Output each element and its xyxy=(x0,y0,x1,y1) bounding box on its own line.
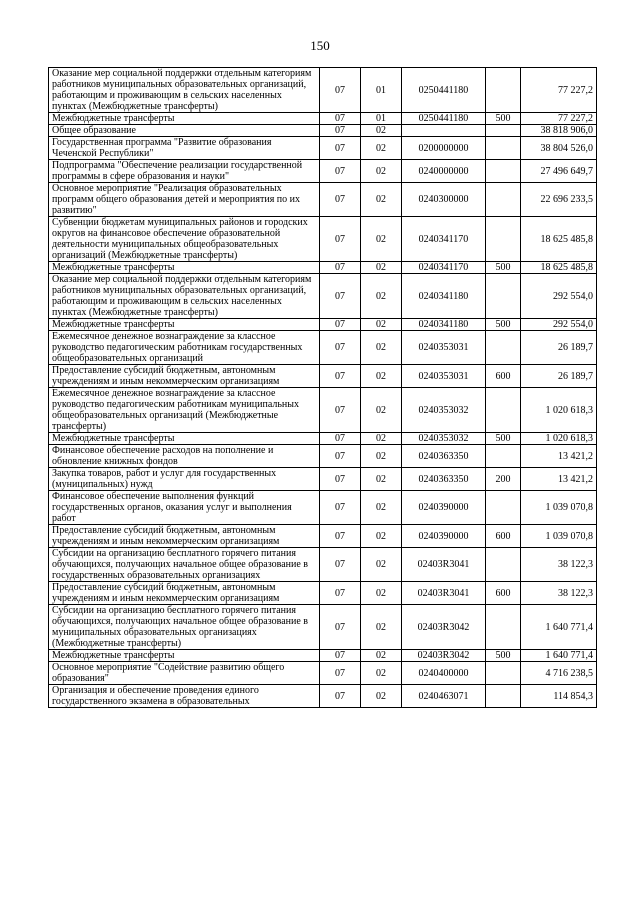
table-row xyxy=(49,113,597,125)
expense-type-code xyxy=(486,217,521,262)
section-code: 07 xyxy=(320,319,361,331)
row-name: Подпрограмма "Обеспечение реализации государственной программы в сфере образования и науки" xyxy=(49,160,320,183)
table-row xyxy=(49,433,597,445)
subsection-code: 02 xyxy=(361,582,402,605)
section-code: 07 xyxy=(320,491,361,525)
expense-type-code: 200 xyxy=(486,468,521,491)
table-row xyxy=(49,662,597,685)
target-article-code: 0200000000 xyxy=(402,137,486,160)
amount: 13 421,2 xyxy=(521,445,597,468)
row-name: Ежемесячное денежное вознаграждение за классное руководство педагогическим работникам муниципальных общеобразовательных организаций (Межбюджетные трансферты) xyxy=(49,388,320,433)
section-code: 07 xyxy=(320,650,361,662)
table-row xyxy=(49,262,597,274)
expense-type-code: 500 xyxy=(486,113,521,125)
row-name: Предоставление субсидий бюджетным, автономным учреждениям и иным некоммерческим организациям xyxy=(49,365,320,388)
row-name: Субсидии на организацию бесплатного горячего питания обучающихся, получающих начальное общее образование в муниципальных образовательных организациях (Межбюджетные трансферты) xyxy=(49,605,320,650)
expense-type-code xyxy=(486,605,521,650)
row-name: Предоставление субсидий бюджетным, автономным учреждениям и иным некоммерческим организациям xyxy=(49,582,320,605)
target-article-code: 0240341180 xyxy=(402,274,486,319)
subsection-code: 02 xyxy=(361,217,402,262)
subsection-code: 02 xyxy=(361,160,402,183)
subsection-code: 02 xyxy=(361,548,402,582)
amount: 1 039 070,8 xyxy=(521,491,597,525)
expense-type-code xyxy=(486,331,521,365)
table-row xyxy=(49,68,597,113)
table-row xyxy=(49,548,597,582)
amount: 114 854,3 xyxy=(521,685,597,708)
target-article-code: 0240300000 xyxy=(402,183,486,217)
expense-type-code: 600 xyxy=(486,525,521,548)
expense-type-code: 500 xyxy=(486,262,521,274)
target-article-code xyxy=(402,125,486,137)
amount: 38 804 526,0 xyxy=(521,137,597,160)
section-code: 07 xyxy=(320,468,361,491)
section-code: 07 xyxy=(320,445,361,468)
row-name: Государственная программа "Развитие образования Чеченской Республики" xyxy=(49,137,320,160)
table-row xyxy=(49,685,597,708)
subsection-code: 02 xyxy=(361,274,402,319)
subsection-code: 02 xyxy=(361,525,402,548)
expense-type-code xyxy=(486,125,521,137)
subsection-code: 02 xyxy=(361,137,402,160)
table-row xyxy=(49,605,597,650)
row-name: Ежемесячное денежное вознаграждение за классное руководство педагогическим работникам государственных общеобразовательных организаций xyxy=(49,331,320,365)
amount: 292 554,0 xyxy=(521,274,597,319)
amount: 1 640 771,4 xyxy=(521,650,597,662)
subsection-code: 02 xyxy=(361,605,402,650)
amount: 1 640 771,4 xyxy=(521,605,597,650)
target-article-code: 0240363350 xyxy=(402,468,486,491)
expense-type-code xyxy=(486,445,521,468)
expense-type-code xyxy=(486,68,521,113)
subsection-code: 01 xyxy=(361,68,402,113)
subsection-code: 02 xyxy=(361,445,402,468)
target-article-code: 0240390000 xyxy=(402,491,486,525)
row-name: Межбюджетные трансферты xyxy=(49,650,320,662)
section-code: 07 xyxy=(320,217,361,262)
subsection-code: 02 xyxy=(361,685,402,708)
amount: 77 227,2 xyxy=(521,68,597,113)
section-code: 07 xyxy=(320,685,361,708)
subsection-code: 02 xyxy=(361,433,402,445)
expense-type-code: 500 xyxy=(486,650,521,662)
table-row xyxy=(49,445,597,468)
row-name: Финансовое обеспечение выполнения функций государственных органов, оказания услуг и выполнения работ xyxy=(49,491,320,525)
section-code: 07 xyxy=(320,388,361,433)
page-number: 150 xyxy=(310,38,330,53)
subsection-code: 02 xyxy=(361,468,402,491)
row-name: Закупка товаров, работ и услуг для государственных (муниципальных) нужд xyxy=(49,468,320,491)
expense-type-code: 500 xyxy=(486,433,521,445)
subsection-code: 02 xyxy=(361,125,402,137)
target-article-code: 02403R3042 xyxy=(402,605,486,650)
table-row xyxy=(49,365,597,388)
amount: 292 554,0 xyxy=(521,319,597,331)
expense-type-code xyxy=(486,137,521,160)
expense-type-code xyxy=(486,491,521,525)
row-name: Межбюджетные трансферты xyxy=(49,319,320,331)
subsection-code: 02 xyxy=(361,183,402,217)
target-article-code: 02403R3041 xyxy=(402,582,486,605)
amount: 22 696 233,5 xyxy=(521,183,597,217)
subsection-code: 02 xyxy=(361,331,402,365)
section-code: 07 xyxy=(320,137,361,160)
target-article-code: 0240353031 xyxy=(402,365,486,388)
target-article-code: 02403R3041 xyxy=(402,548,486,582)
table-row xyxy=(49,137,597,160)
amount: 1 020 618,3 xyxy=(521,433,597,445)
expense-type-code xyxy=(486,685,521,708)
row-name: Предоставление субсидий бюджетным, автономным учреждениям и иным некоммерческим организациям xyxy=(49,525,320,548)
section-code: 07 xyxy=(320,365,361,388)
expense-type-code xyxy=(486,160,521,183)
target-article-code: 0240341180 xyxy=(402,319,486,331)
target-article-code: 0240353031 xyxy=(402,331,486,365)
section-code: 07 xyxy=(320,525,361,548)
row-name: Финансовое обеспечение расходов на пополнение и обновление книжных фондов xyxy=(49,445,320,468)
row-name: Межбюджетные трансферты xyxy=(49,113,320,125)
amount: 26 189,7 xyxy=(521,331,597,365)
section-code: 07 xyxy=(320,160,361,183)
expense-type-code xyxy=(486,388,521,433)
table-row xyxy=(49,525,597,548)
amount: 77 227,2 xyxy=(521,113,597,125)
table-row xyxy=(49,319,597,331)
table-row xyxy=(49,331,597,365)
amount: 18 625 485,8 xyxy=(521,217,597,262)
amount: 27 496 649,7 xyxy=(521,160,597,183)
amount: 18 625 485,8 xyxy=(521,262,597,274)
expense-type-code xyxy=(486,548,521,582)
target-article-code: 0250441180 xyxy=(402,68,486,113)
target-article-code: 0240353032 xyxy=(402,433,486,445)
table-row xyxy=(49,217,597,262)
table-row xyxy=(49,582,597,605)
section-code: 07 xyxy=(320,331,361,365)
amount: 38 122,3 xyxy=(521,548,597,582)
target-article-code: 0240341170 xyxy=(402,262,486,274)
row-name: Основное мероприятие "Реализация образовательных программ общего образования детей и мероприятия по их развитию" xyxy=(49,183,320,217)
section-code: 07 xyxy=(320,68,361,113)
table-row xyxy=(49,160,597,183)
subsection-code: 01 xyxy=(361,113,402,125)
expense-type-code xyxy=(486,274,521,319)
amount: 4 716 238,5 xyxy=(521,662,597,685)
expense-type-code xyxy=(486,662,521,685)
row-name: Оказание мер социальной поддержки отдельным категориям работников муниципальных образовательных организаций, работающим и проживающим в сельских населенных пунктах (Межбюджетные трансферты) xyxy=(49,274,320,319)
table-row xyxy=(49,468,597,491)
target-article-code: 0240463071 xyxy=(402,685,486,708)
table-row xyxy=(49,491,597,525)
row-name: Межбюджетные трансферты xyxy=(49,262,320,274)
amount: 1 020 618,3 xyxy=(521,388,597,433)
subsection-code: 02 xyxy=(361,365,402,388)
amount: 26 189,7 xyxy=(521,365,597,388)
section-code: 07 xyxy=(320,605,361,650)
target-article-code: 0240363350 xyxy=(402,445,486,468)
section-code: 07 xyxy=(320,274,361,319)
expense-type-code: 500 xyxy=(486,319,521,331)
section-code: 07 xyxy=(320,262,361,274)
amount: 1 039 070,8 xyxy=(521,525,597,548)
amount: 38 122,3 xyxy=(521,582,597,605)
target-article-code: 0240000000 xyxy=(402,160,486,183)
target-article-code: 0240400000 xyxy=(402,662,486,685)
section-code: 07 xyxy=(320,662,361,685)
target-article-code: 0240390000 xyxy=(402,525,486,548)
row-name: Субсидии на организацию бесплатного горячего питания обучающихся, получающих начальное общее образование в государственных образовательных организациях xyxy=(49,548,320,582)
section-code: 07 xyxy=(320,183,361,217)
subsection-code: 02 xyxy=(361,662,402,685)
expense-type-code xyxy=(486,183,521,217)
row-name: Межбюджетные трансферты xyxy=(49,433,320,445)
section-code: 07 xyxy=(320,113,361,125)
expense-type-code: 600 xyxy=(486,365,521,388)
table-row xyxy=(49,183,597,217)
table-row xyxy=(49,125,597,137)
table-row xyxy=(49,388,597,433)
target-article-code: 0240341170 xyxy=(402,217,486,262)
amount: 13 421,2 xyxy=(521,468,597,491)
budget-table xyxy=(48,67,597,708)
subsection-code: 02 xyxy=(361,491,402,525)
target-article-code: 02403R3042 xyxy=(402,650,486,662)
target-article-code: 0240353032 xyxy=(402,388,486,433)
subsection-code: 02 xyxy=(361,388,402,433)
section-code: 07 xyxy=(320,548,361,582)
row-name: Оказание мер социальной поддержки отдельным категориям работников муниципальных образовательных организаций, работающим и проживающим в сельских населенных пунктах (Межбюджетные трансферты) xyxy=(49,68,320,113)
section-code: 07 xyxy=(320,582,361,605)
subsection-code: 02 xyxy=(361,319,402,331)
table-row xyxy=(49,274,597,319)
row-name: Основное мероприятие "Содействие развитию общего образования" xyxy=(49,662,320,685)
subsection-code: 02 xyxy=(361,262,402,274)
amount: 38 818 906,0 xyxy=(521,125,597,137)
table-row xyxy=(49,650,597,662)
section-code: 07 xyxy=(320,125,361,137)
subsection-code: 02 xyxy=(361,650,402,662)
target-article-code: 0250441180 xyxy=(402,113,486,125)
row-name: Организация и обеспечение проведения единого государственного экзамена в образовательных xyxy=(49,685,320,708)
row-name: Субвенции бюджетам муниципальных районов и городских округов на финансовое обеспечение образовательной деятельности муниципальных общеобразовательных организаций (Межбюджетные трансферты) xyxy=(49,217,320,262)
expense-type-code: 600 xyxy=(486,582,521,605)
section-code: 07 xyxy=(320,433,361,445)
row-name: Общее образование xyxy=(49,125,320,137)
